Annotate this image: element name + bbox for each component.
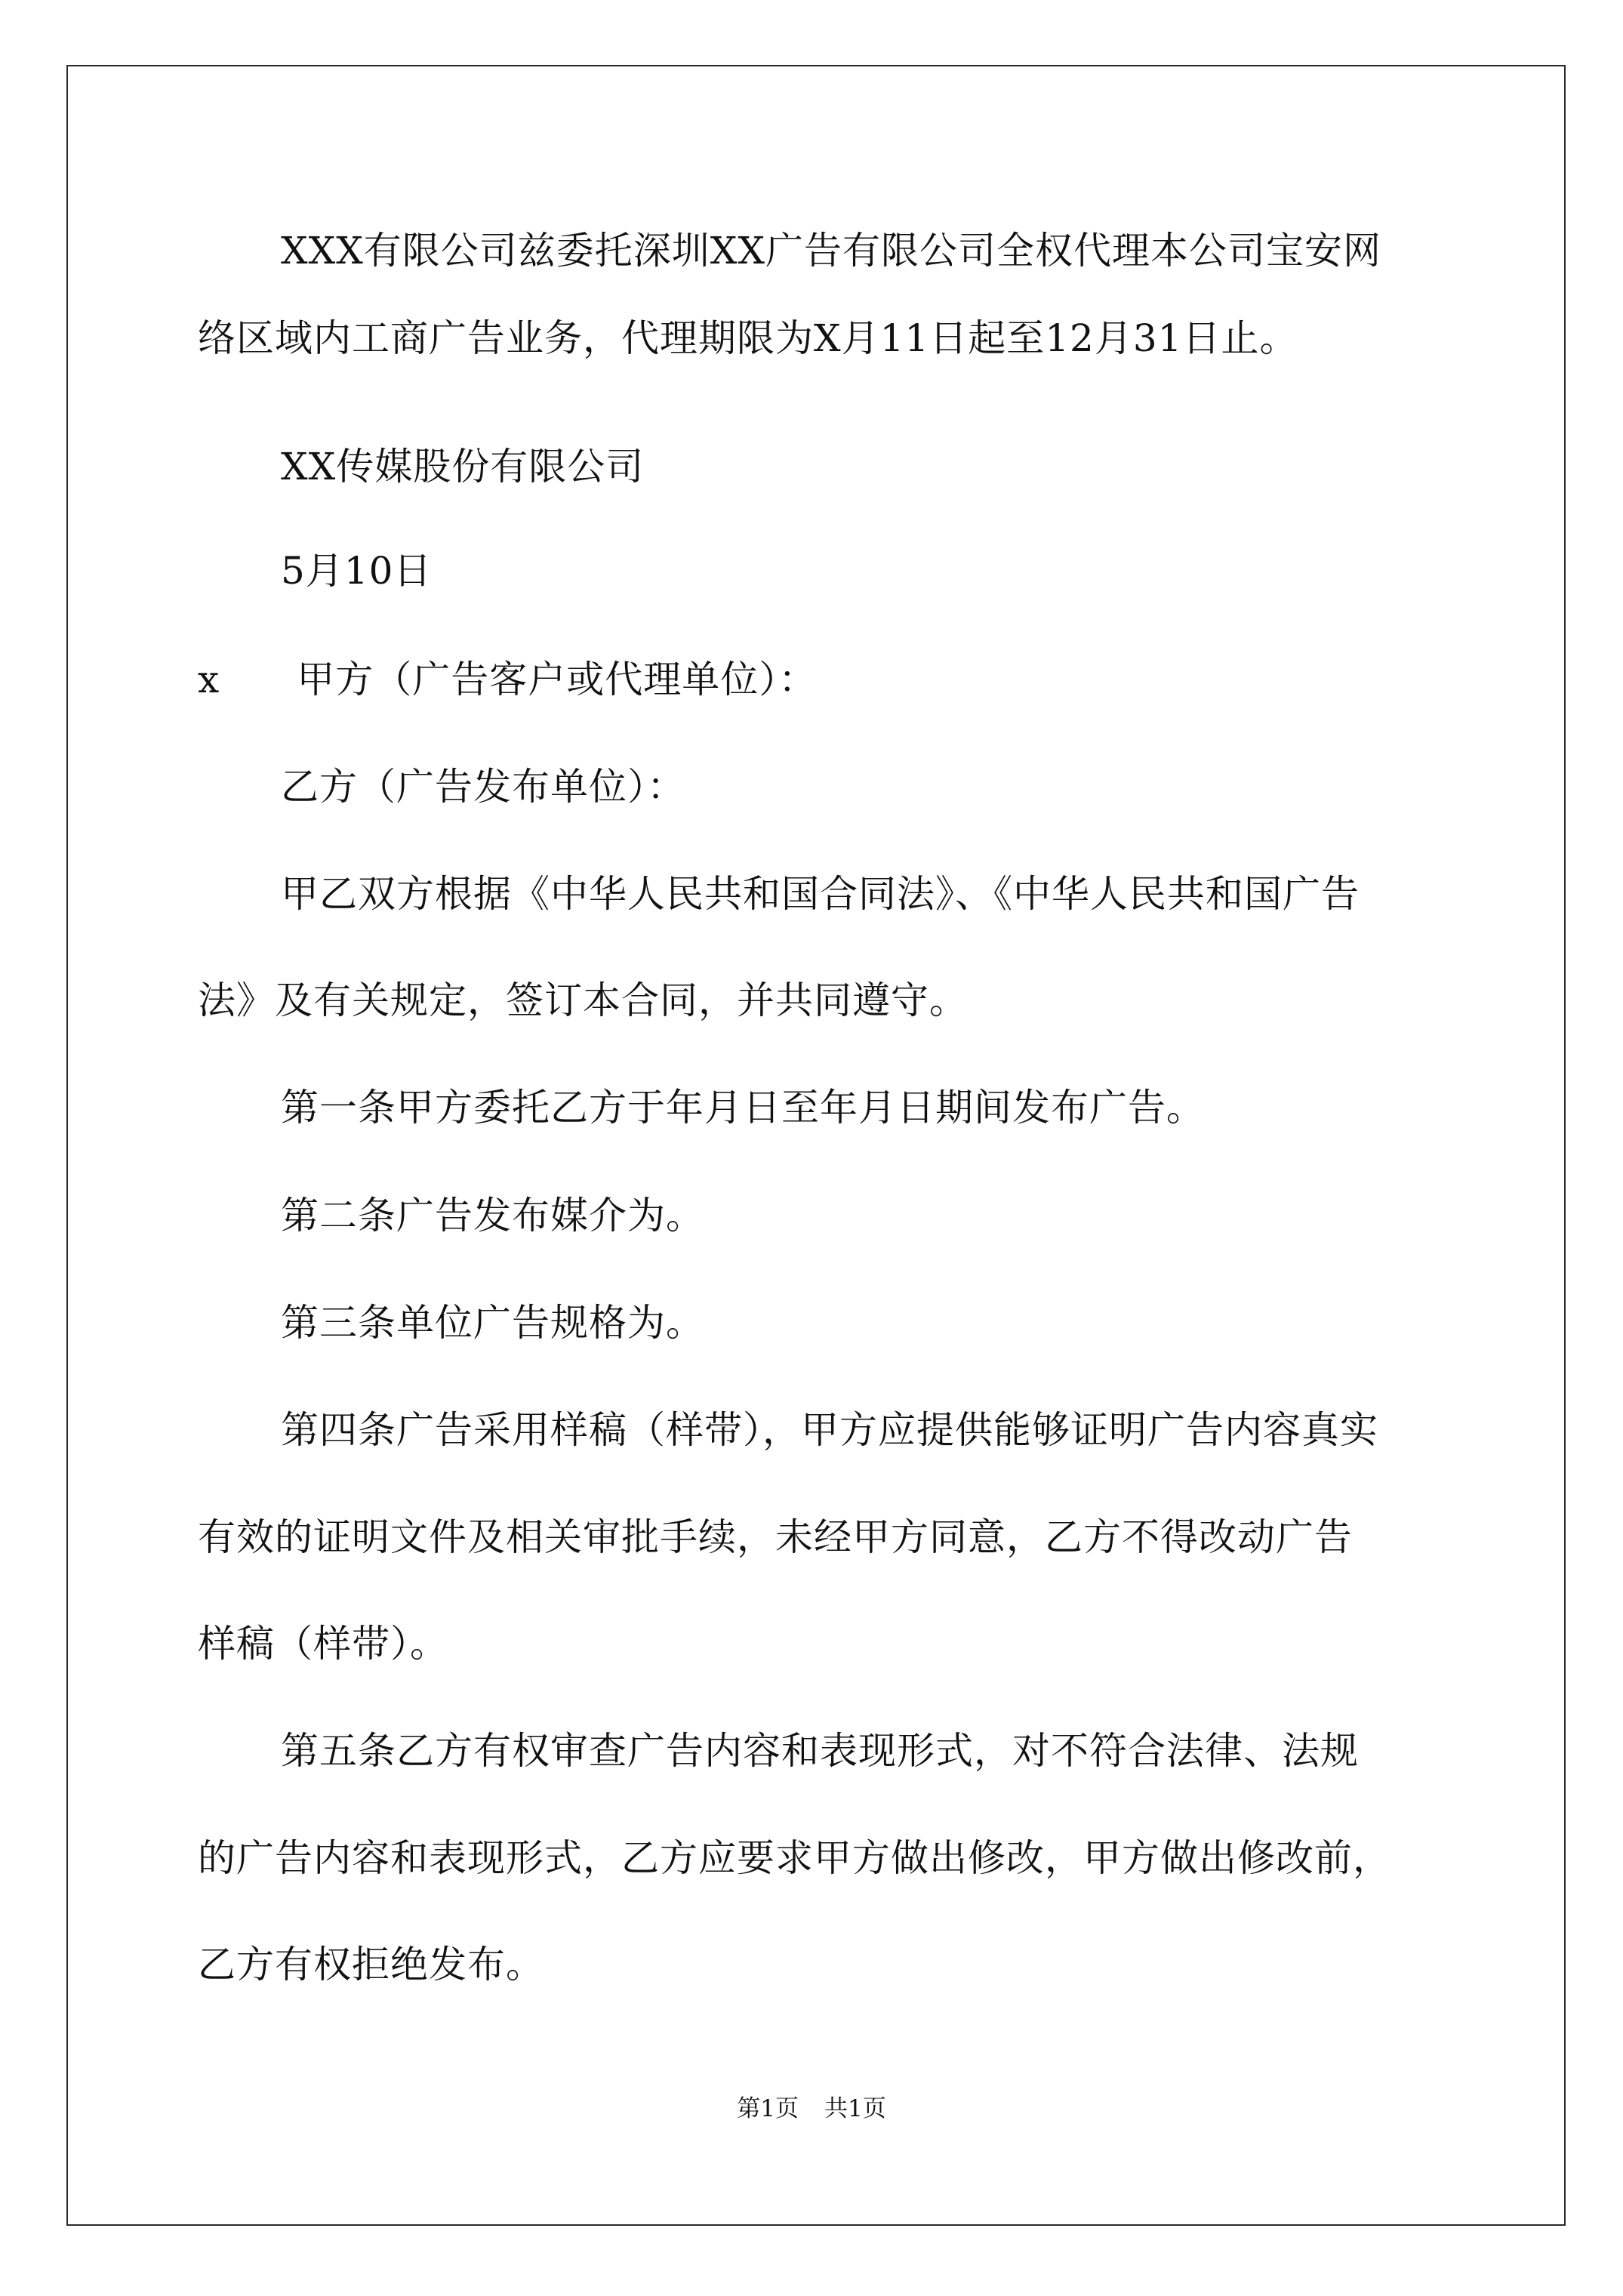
text-line: 第二条广告发布媒介为。 [281, 1194, 704, 1237]
text-line: 第一条甲方委托乙方于年月日至年月日期间发布广告。 [281, 1086, 1205, 1130]
text-line: 5月10日 [281, 549, 433, 593]
page-number: 第1页 [737, 2095, 799, 2122]
text-line: 的广告内容和表现形式，乙方应要求甲方做出修改，甲方做出修改前， [198, 1836, 1391, 1880]
text-line: 甲乙双方根据《中华人民共和国合同法》、《中华人民共和国广告 [281, 872, 1360, 916]
page-footer [0, 2094, 1623, 2124]
text-line: 乙方（广告发布单位）： [281, 765, 685, 809]
text-line: XX传媒股份有限公司 [281, 445, 645, 488]
text-line: 乙方有权拒绝发布。 [198, 1943, 544, 1986]
text-line: 有效的证明文件及相关审批手续，未经甲方同意，乙方不得改动广告 [198, 1515, 1353, 1559]
text-line: x 甲方（广告客户或代理单位）： [198, 658, 818, 701]
text-line: 第四条广告采用样稿（样带），甲方应提供能够证明广告内容真实 [281, 1408, 1378, 1452]
text-line: XXX有限公司兹委托深圳XX广告有限公司全权代理本公司宝安网 [281, 229, 1381, 273]
text-line: 络区域内工商广告业务，代理期限为X月11日起至12月31日止。 [198, 316, 1298, 360]
text-line: 第五条乙方有权审查广告内容和表现形式，对不符合法律、法规 [281, 1729, 1359, 1773]
page-border [66, 65, 1566, 2226]
text-line: 法》及有关规定，签订本合同，并共同遵守。 [198, 978, 968, 1022]
text-line: 第三条单位广告规格为。 [281, 1301, 704, 1345]
text-line: 样稿（样带）。 [198, 1622, 448, 1666]
page-total: 共1页 [824, 2095, 886, 2122]
